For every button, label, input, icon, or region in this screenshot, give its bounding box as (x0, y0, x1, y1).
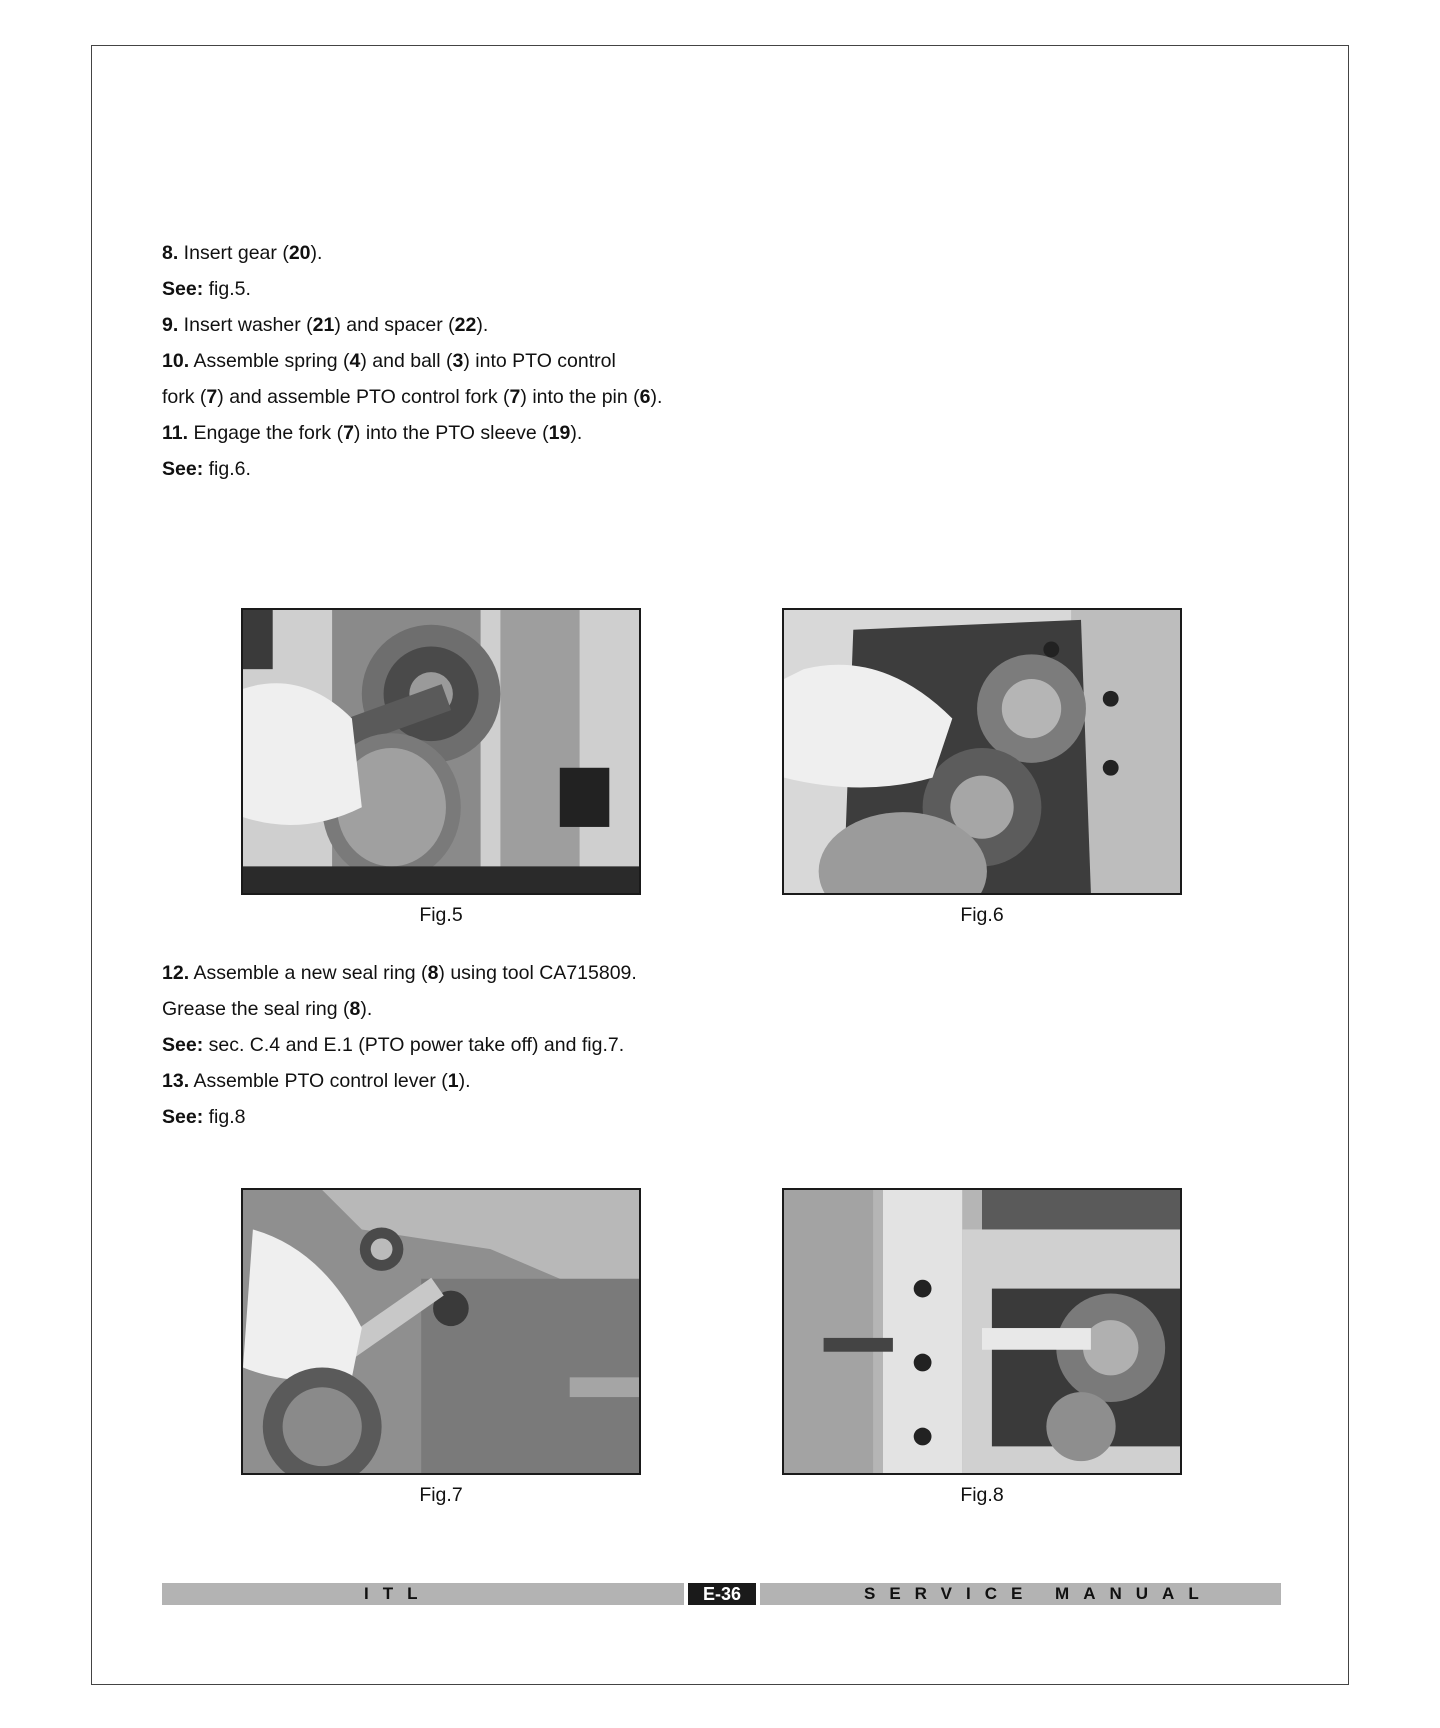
fig5-photo (241, 608, 641, 895)
step-10: 10. Assemble spring (4) and ball (3) into PTO control (162, 350, 616, 372)
step-12: 12. Assemble a new seal ring (8) using tool CA715809. (162, 962, 637, 984)
step-12-grease: Grease the seal ring (8). (162, 998, 373, 1020)
fig6-caption: Fig.6 (960, 904, 1004, 926)
step-8: 8. Insert gear (20). (162, 242, 323, 264)
see-fig5-ref: See: fig.5. (162, 278, 251, 300)
fig5-caption: Fig.5 (419, 904, 463, 926)
footer-title: SERVICE MANUAL (760, 1583, 1281, 1605)
fig7-photo (241, 1188, 641, 1475)
step-9: 9. Insert washer (21) and spacer (22). (162, 314, 489, 336)
fig7-caption: Fig.7 (419, 1484, 463, 1506)
fig8-caption: Fig.8 (960, 1484, 1004, 1506)
see-fig7-ref: See: sec. C.4 and E.1 (PTO power take off) and fig.7. (162, 1034, 625, 1056)
instructions-top (162, 235, 962, 487)
step-11: 11. Engage the fork (7) into the PTO sleeve (19). (162, 422, 583, 444)
page-number-badge: E-36 (688, 1583, 756, 1605)
step-10-continued: fork (7) and assemble PTO control fork (7) into the pin (6). (162, 386, 663, 408)
see-fig6-ref: See: fig.6. (162, 458, 251, 480)
see-fig8-ref: See: fig.8 (162, 1106, 246, 1128)
footer-brand: ITL (162, 1583, 684, 1605)
fig8-photo (782, 1188, 1182, 1475)
fig6-photo (782, 608, 1182, 895)
instructions-bottom (162, 955, 962, 1135)
step-13: 13. Assemble PTO control lever (1). (162, 1070, 471, 1092)
